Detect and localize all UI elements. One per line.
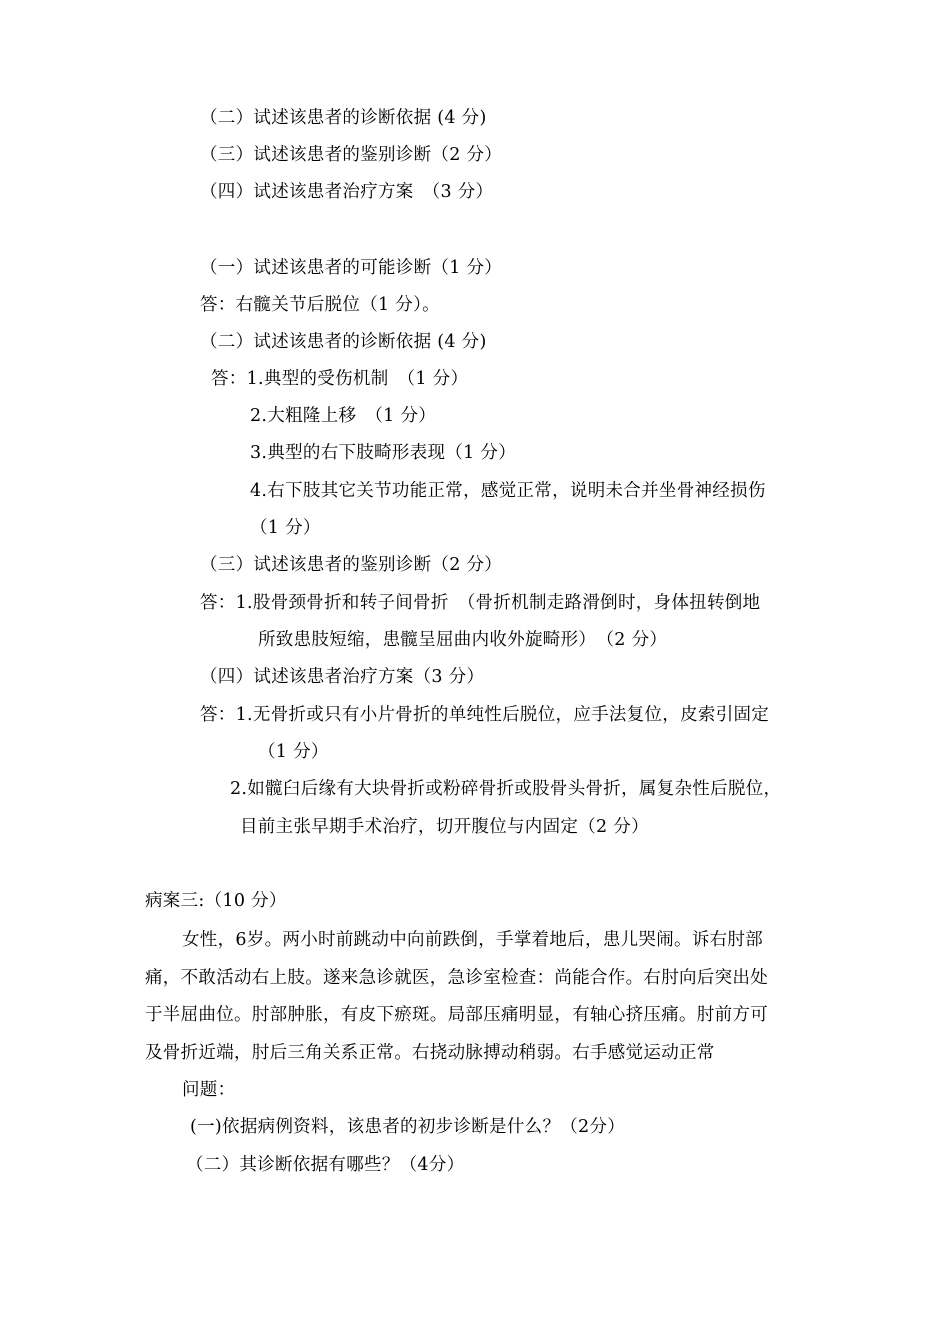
answer-4-item-1-score: （1 分）	[258, 742, 329, 762]
answer-2-item-1: 答：1.典型的受伤机制 （1 分）	[211, 369, 469, 389]
case-3-paragraph-line-3: 于半屈曲位。肘部肿胀，有皮下瘀斑。局部压痛明显，有轴心挤压痛。肘前方可	[145, 1005, 768, 1025]
answer-question-1: （一）试述该患者的可能诊断（1 分）	[200, 258, 503, 278]
answer-2-item-2: 2.大粗隆上移 （1 分）	[250, 406, 437, 426]
question-4-heading: （四）试述该患者治疗方案 （3 分）	[200, 182, 494, 202]
answer-2-item-4-score: （1 分）	[250, 518, 321, 538]
answer-4-item-1: 答：1.无骨折或只有小片骨折的单纯性后脱位，应手法复位，皮索引固定	[200, 705, 770, 725]
case-3-paragraph-line-2: 痛，不敢活动右上肢。遂来急诊就医，急诊室检查：尚能合作。右肘向后突出处	[145, 968, 768, 988]
answer-question-2: （二）试述该患者的诊断依据 (4 分)	[200, 332, 487, 352]
case-3-paragraph-line-4: 及骨折近端，肘后三角关系正常。右挠动脉搏动稍弱。右手感觉运动正常	[145, 1043, 715, 1063]
answer-3-item-1: 答：1.股骨颈骨折和转子间骨折 （骨折机制走路滑倒时，身体扭转倒地	[200, 593, 761, 613]
answer-4-item-2: 2.如髋臼后缘有大块骨折或粉碎骨折或股骨头骨折，属复杂性后脱位，	[230, 779, 782, 799]
answer-3-item-1-cont: 所致患肢短缩，患髋呈屈曲内收外旋畸形） （2 分）	[258, 630, 668, 650]
answer-question-3: （三）试述该患者的鉴别诊断（2 分）	[200, 555, 503, 575]
answer-1-text: 答：右髋关节后脱位（1 分）。	[200, 295, 440, 315]
case-3-question-1: (一)依据病例资料，该患者的初步诊断是什么？（2分）	[190, 1117, 626, 1137]
answer-question-4: （四）试述该患者治疗方案（3 分）	[200, 667, 485, 687]
case-3-question-2: （二）其诊断依据有哪些？（4分）	[186, 1155, 465, 1175]
case-3-paragraph-line-1: 女性，6岁。两小时前跳动中向前跌倒，手掌着地后，患儿哭闹。诉右肘部	[182, 930, 764, 950]
question-3-heading: （三）试述该患者的鉴别诊断（2 分）	[200, 145, 503, 165]
question-2-heading: （二）试述该患者的诊断依据 (4 分)	[200, 108, 487, 128]
answer-2-item-3: 3.典型的右下肢畸形表现（1 分）	[250, 443, 516, 463]
answer-4-item-2-cont: 目前主张早期手术治疗，切开腹位与内固定（2 分）	[240, 817, 649, 837]
case-3-title: 病案三:（10 分）	[145, 891, 287, 911]
answer-2-item-4: 4.右下肢其它关节功能正常，感觉正常，说明未合并坐骨神经损伤	[250, 481, 766, 501]
case-3-questions-label: 问题：	[182, 1080, 236, 1100]
